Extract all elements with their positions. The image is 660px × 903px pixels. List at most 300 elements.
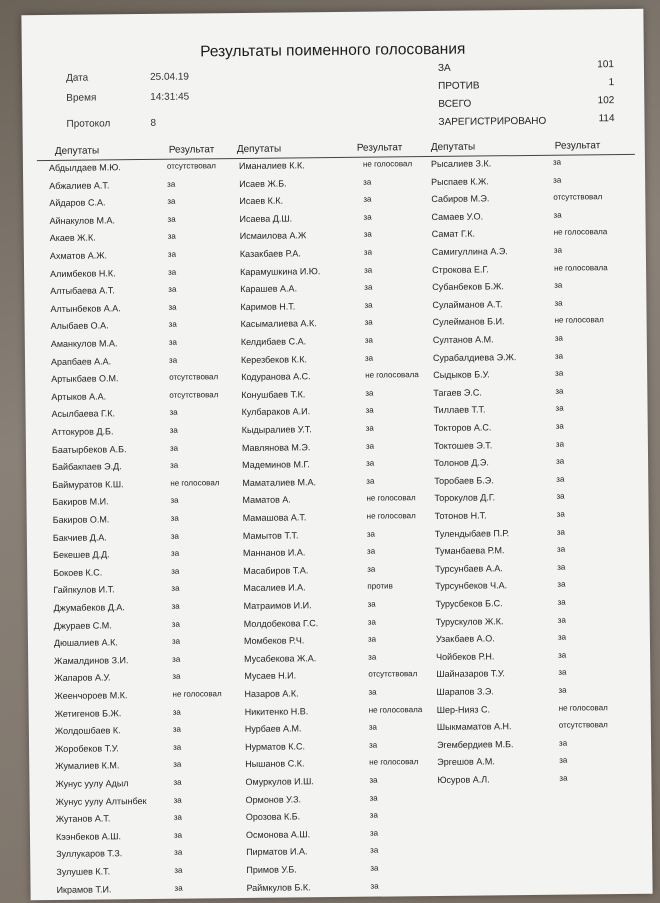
table-row bbox=[240, 282, 432, 298]
vote-result: против bbox=[367, 581, 393, 592]
vote-result: за bbox=[556, 474, 565, 484]
time-label: Время bbox=[66, 92, 97, 104]
deputy-name: Турусбеков Б.С. bbox=[435, 598, 503, 609]
vote-result: за bbox=[370, 881, 379, 891]
deputy-name: Бакиров М.И. bbox=[52, 496, 109, 508]
protocol-label: Протокол bbox=[66, 118, 111, 130]
table-row bbox=[50, 302, 240, 318]
vote-result: за bbox=[363, 247, 373, 257]
table-row bbox=[52, 407, 242, 423]
deputy-name: Зуллукаров Т.З. bbox=[56, 848, 123, 860]
deputy-name: Акаев Ж.К. bbox=[49, 232, 96, 244]
vote-result: за bbox=[368, 652, 377, 662]
deputy-name: Сыдыков Б.У. bbox=[433, 369, 490, 381]
vote-result: отсутствовал bbox=[558, 720, 608, 730]
deputy-name: Туманбаева Р.М. bbox=[434, 545, 505, 557]
vote-result: за bbox=[169, 408, 178, 418]
deputy-name: Момбеков Р.Ч. bbox=[243, 635, 305, 647]
vote-result: за bbox=[167, 214, 176, 224]
vote-result: за bbox=[171, 566, 180, 576]
table-row bbox=[435, 509, 645, 525]
vote-result: за bbox=[556, 509, 565, 519]
deputy-name: Мамытов Т.Т. bbox=[242, 530, 299, 541]
deputy-name: Рысалиев З.К. bbox=[430, 158, 492, 169]
deputy-name: Касымалиева А.К. bbox=[240, 318, 317, 330]
table-row bbox=[434, 421, 644, 437]
header-deputies-1: Депутаты bbox=[54, 145, 100, 157]
header-deputies-3: Депутаты bbox=[430, 141, 476, 154]
table-row bbox=[437, 702, 647, 718]
vote-result: за bbox=[364, 300, 373, 310]
deputy-name: Субанбеков Б.Ж. bbox=[432, 281, 504, 293]
vote-result: за bbox=[556, 492, 565, 502]
deputy-name: Жунус уулу Адыл bbox=[55, 778, 129, 789]
protiv-value: 1 bbox=[608, 77, 615, 89]
table-row bbox=[432, 227, 642, 243]
deputy-name: Тиллаев Т.Т. bbox=[433, 404, 486, 416]
table-row bbox=[50, 231, 240, 247]
vote-result: не голосовала bbox=[368, 704, 423, 715]
table-row bbox=[53, 513, 243, 529]
vote-result: за bbox=[556, 456, 565, 466]
deputy-name: Тотонов Н.Т. bbox=[434, 510, 487, 521]
vote-result: за bbox=[556, 527, 565, 537]
table-row bbox=[246, 863, 438, 879]
deputy-name: Нурматов К.С. bbox=[245, 741, 306, 752]
deputy-name: Строкова Е.Г. bbox=[432, 263, 489, 275]
deputy-name: Мусаев Н.И. bbox=[244, 670, 297, 682]
table-row bbox=[435, 579, 645, 595]
table-row bbox=[53, 548, 243, 564]
registered-value: 114 bbox=[598, 113, 615, 125]
table-row bbox=[240, 300, 432, 316]
vote-result: за bbox=[556, 544, 566, 554]
table-row bbox=[431, 157, 641, 173]
vote-result: не голосовал bbox=[170, 478, 220, 488]
vote-result: за bbox=[172, 724, 182, 734]
deputy-name: Кулбараков А.И. bbox=[241, 406, 311, 418]
deputy-name: Сулейманов Б.И. bbox=[432, 316, 505, 328]
header-result-3: Результат bbox=[554, 140, 601, 152]
vote-result: за bbox=[555, 404, 564, 414]
table-row bbox=[246, 828, 438, 844]
deputy-name: Примов У.Б. bbox=[246, 864, 297, 875]
vote-result: за bbox=[558, 650, 567, 660]
vote-result: за bbox=[368, 740, 378, 750]
deputy-name: Толонов Д.Э. bbox=[434, 457, 489, 469]
vote-result: отсутствовал bbox=[553, 192, 603, 202]
vote-result: не голосовал bbox=[366, 511, 416, 521]
vote-result: за bbox=[173, 742, 182, 752]
table-row bbox=[433, 333, 643, 349]
table-row bbox=[432, 245, 642, 261]
table-row bbox=[436, 667, 646, 683]
deputy-name: Бекешев Д.Д. bbox=[52, 549, 110, 561]
deputy-name: Каримов Н.Т. bbox=[240, 301, 296, 312]
header-deputies-2: Депутаты bbox=[236, 143, 282, 156]
table-row bbox=[244, 652, 436, 668]
table-row bbox=[246, 810, 438, 826]
vote-result: за bbox=[170, 496, 179, 506]
deputy-name: Пирматов И.А. bbox=[246, 846, 308, 858]
table-row bbox=[55, 707, 245, 723]
table-row bbox=[239, 159, 431, 175]
vote-result: за bbox=[173, 795, 182, 805]
deputy-name: Алыбаев О.А. bbox=[50, 320, 109, 332]
deputy-name: Самат Г.К. bbox=[431, 228, 476, 240]
deputy-name: Жоробеков Т.У. bbox=[55, 743, 119, 754]
table-row bbox=[54, 601, 244, 617]
registered-label: ЗАРЕГИСТРИРОВАНО bbox=[438, 115, 547, 128]
vote-result: за bbox=[169, 443, 179, 453]
deputy-name: Осмонова А.Ш. bbox=[245, 829, 311, 840]
vote-result: отсутствовал bbox=[166, 161, 217, 171]
table-row bbox=[246, 793, 438, 809]
page-title: Результаты поименного голосования bbox=[200, 40, 466, 61]
deputy-name: Эргешов А.М. bbox=[437, 756, 495, 768]
table-row bbox=[437, 755, 647, 771]
table-row bbox=[242, 441, 434, 457]
deputy-name: Конушбаев Т.К. bbox=[241, 389, 306, 400]
table-row bbox=[242, 405, 434, 421]
time-value: 14:31:45 bbox=[150, 91, 190, 103]
vote-result: за bbox=[554, 298, 563, 308]
deputy-name: Жеенчороев М.К. bbox=[54, 690, 128, 701]
table-row bbox=[50, 249, 240, 265]
vote-result: за bbox=[364, 282, 373, 292]
table-row bbox=[51, 319, 241, 335]
vote-result: за bbox=[366, 546, 376, 556]
vote-result: за bbox=[367, 599, 376, 609]
vote-result: не голосовал bbox=[172, 689, 222, 699]
table-row bbox=[55, 724, 245, 740]
date-label: Дата bbox=[65, 72, 89, 84]
vote-result: за bbox=[368, 722, 378, 732]
vote-result: за bbox=[367, 564, 376, 574]
deputy-name: Карашев А.А. bbox=[240, 283, 298, 295]
table-row bbox=[432, 262, 642, 278]
protocol-sheet bbox=[21, 9, 652, 900]
vote-result: за bbox=[366, 476, 375, 486]
deputy-name: Торобаев Б.Э. bbox=[434, 475, 494, 486]
deputy-name: Шайназаров Т.У. bbox=[436, 668, 505, 680]
deputy-name: Сурабалдиева Э.Ж. bbox=[432, 351, 517, 363]
table-row bbox=[50, 284, 240, 300]
deputy-name: Сулайманов А.Т. bbox=[432, 299, 503, 310]
deputy-name: Турсунбаев А.А. bbox=[435, 563, 503, 574]
table-row bbox=[51, 390, 241, 406]
table-row bbox=[243, 529, 435, 545]
table-row bbox=[54, 654, 244, 670]
vote-result: не голосовала bbox=[554, 262, 608, 273]
vote-result: за bbox=[557, 632, 567, 642]
vote-result: за bbox=[364, 353, 374, 363]
table-row bbox=[56, 830, 246, 846]
deputy-name: Султанов А.М. bbox=[432, 334, 494, 345]
deputy-name: Арапбаев А.А. bbox=[50, 355, 112, 367]
table-row bbox=[56, 865, 246, 881]
deputy-name: Аманкулов М.А. bbox=[50, 338, 118, 349]
deputy-name: Токтошев Э.Т. bbox=[433, 439, 493, 451]
deputy-name: Турсунбеков Ч.А. bbox=[435, 580, 508, 592]
table-row bbox=[245, 740, 437, 756]
vote-result: отсутствовал bbox=[169, 372, 219, 382]
vote-result: не голосовала bbox=[553, 227, 608, 238]
deputy-name: Жапаров А.У. bbox=[54, 672, 111, 684]
table-row bbox=[244, 617, 436, 633]
table-row bbox=[431, 174, 641, 190]
deputy-name: Маматалиев М.А. bbox=[242, 477, 317, 488]
vote-result: за bbox=[168, 355, 178, 365]
deputy-name: Узакбаев А.О. bbox=[435, 633, 495, 645]
deputy-name: Карамушкина И.Ю. bbox=[240, 265, 321, 277]
deputy-name: Маннанов И.А. bbox=[242, 547, 306, 559]
deputy-name: Кээнбеков А.Ш. bbox=[55, 831, 122, 842]
vote-result: не голосовал bbox=[369, 757, 419, 768]
vote-result: не голосовал bbox=[366, 493, 416, 504]
vote-result: за bbox=[367, 634, 377, 644]
vote-result: за bbox=[369, 793, 378, 803]
deputy-name: Молдобекова Г.С. bbox=[243, 617, 319, 629]
deputy-name: Зулушев К.Т. bbox=[56, 866, 111, 877]
deputy-name: Жунус уулу Алтынбек bbox=[55, 795, 147, 807]
vote-result: за bbox=[167, 232, 176, 242]
table-row bbox=[241, 388, 433, 404]
vote-result: за bbox=[170, 548, 180, 558]
vote-result: за bbox=[364, 265, 373, 275]
protocol-value: 8 bbox=[150, 117, 157, 129]
table-row bbox=[437, 773, 647, 789]
vote-result: за bbox=[554, 280, 563, 290]
table-row bbox=[242, 458, 434, 474]
vote-result: за bbox=[555, 439, 565, 449]
vote-result: за bbox=[168, 267, 177, 277]
deputy-name: Баатырбеков А.Б. bbox=[51, 443, 127, 455]
deputy-name: Баймуратов К.Ш. bbox=[52, 479, 124, 490]
vote-result: за bbox=[167, 179, 176, 189]
vote-result: за bbox=[173, 812, 182, 822]
vote-result: за bbox=[364, 335, 373, 345]
deputy-name: Рыспаев К.Ж. bbox=[431, 175, 489, 187]
deputy-name: Жолдошбаев К. bbox=[54, 725, 121, 737]
table-row bbox=[54, 619, 244, 635]
table-row bbox=[54, 636, 244, 652]
vote-result: за bbox=[364, 318, 373, 328]
vote-result: не голосовал bbox=[558, 702, 608, 713]
table-row bbox=[243, 564, 435, 580]
deputy-name: Матраимов И.И. bbox=[243, 600, 312, 611]
table-row bbox=[433, 315, 643, 331]
deputy-name: Раймкулов Б.К. bbox=[246, 881, 311, 893]
table-row bbox=[437, 720, 647, 736]
vote-result: за bbox=[370, 845, 379, 856]
vote-result: за bbox=[170, 513, 179, 523]
deputy-name: Казакбаев Р.А. bbox=[239, 248, 301, 260]
vote-result: за bbox=[173, 777, 182, 787]
deputy-name: Эгембердиев М.Б. bbox=[436, 738, 514, 750]
table-row bbox=[52, 443, 242, 459]
deputy-name: Артыкбаев О.М. bbox=[51, 373, 119, 385]
table-row bbox=[53, 583, 243, 599]
vote-result: отсутствовал bbox=[169, 390, 219, 400]
table-row bbox=[434, 438, 644, 454]
vote-result: за bbox=[365, 406, 374, 416]
vote-result: за bbox=[363, 212, 372, 222]
deputy-name: Исмаилова А.Ж bbox=[239, 230, 307, 242]
table-row bbox=[239, 194, 431, 210]
table-row bbox=[50, 267, 240, 283]
vote-result: за bbox=[174, 865, 183, 875]
table-row bbox=[52, 495, 242, 511]
deputy-name: Дюшалиев А.К. bbox=[53, 637, 118, 649]
table-row bbox=[240, 265, 432, 281]
deputy-name: Мамашова А.Т. bbox=[242, 512, 307, 523]
table-row bbox=[243, 546, 435, 562]
deputy-name: Керезбеков К.К. bbox=[240, 353, 308, 365]
deputy-name: Исаев К.К. bbox=[239, 195, 284, 207]
vote-result: за bbox=[555, 368, 564, 378]
vote-result: за bbox=[168, 320, 177, 330]
deputy-name: Мусабекова Ж.А. bbox=[244, 653, 317, 664]
table-row bbox=[242, 423, 434, 439]
vote-result: за bbox=[553, 245, 563, 255]
vote-result: за bbox=[363, 230, 372, 240]
vote-result: за bbox=[369, 810, 378, 820]
table-row bbox=[53, 566, 243, 582]
table-row bbox=[241, 335, 433, 351]
table-row bbox=[244, 599, 436, 615]
table-row bbox=[49, 161, 239, 177]
za-label: ЗА bbox=[437, 62, 451, 74]
vote-result: за bbox=[173, 760, 182, 770]
table-row bbox=[51, 372, 241, 388]
deputy-name: Жамалдинов З.И. bbox=[54, 654, 129, 666]
vote-result: за bbox=[367, 617, 376, 627]
vote-result: за bbox=[555, 386, 564, 396]
deputies-column-3 bbox=[430, 157, 641, 785]
deputy-name: Масалиев И.А. bbox=[243, 582, 306, 594]
table-row bbox=[241, 353, 433, 369]
vote-result: за bbox=[558, 685, 567, 695]
deputy-name: Омуркулов И.Ш. bbox=[245, 776, 314, 787]
vote-result: за bbox=[365, 423, 374, 433]
table-row bbox=[55, 742, 245, 758]
vote-result: за bbox=[366, 458, 375, 468]
deputy-name: Токторов А.С. bbox=[433, 422, 492, 433]
vote-result: за bbox=[172, 672, 181, 682]
deputy-name: Ормонов У.З. bbox=[245, 793, 302, 805]
vote-result: не голосовал bbox=[554, 315, 604, 326]
table-row bbox=[51, 337, 241, 353]
vote-result: за bbox=[171, 636, 181, 646]
deputy-name: Исаева Д.Ш. bbox=[239, 213, 293, 224]
vote-result: за bbox=[168, 337, 177, 347]
deputy-name: Нышанов С.К. bbox=[245, 758, 305, 770]
table-row bbox=[241, 370, 433, 386]
deputies-column-2 bbox=[238, 159, 431, 893]
deputy-name: Бакчиев Д.А. bbox=[52, 532, 107, 543]
vote-result: за bbox=[365, 441, 375, 451]
vote-result: за bbox=[172, 707, 181, 717]
deputy-name: Никитенко Н.В. bbox=[244, 705, 309, 717]
deputy-name: Кодуранова А.С. bbox=[241, 371, 311, 383]
deputy-name: Алтынбеков А.А. bbox=[50, 303, 121, 314]
vote-result: за bbox=[369, 828, 379, 838]
deputy-name: Жетигенов Б.Ж. bbox=[54, 707, 122, 719]
table-row bbox=[437, 738, 647, 754]
deputy-name: Байбакпаев Э.Д. bbox=[52, 461, 122, 473]
vote-result: за bbox=[559, 773, 568, 783]
vote-result: за bbox=[167, 249, 177, 259]
table-row bbox=[242, 493, 434, 509]
deputy-name: Алтыбаева А.Т. bbox=[50, 285, 115, 297]
header-result-1: Результат bbox=[168, 144, 215, 156]
za-value: 101 bbox=[597, 59, 614, 71]
vote-result: за bbox=[172, 654, 181, 664]
deputy-name: Мадеминов М.Г. bbox=[242, 459, 310, 471]
deputy-name: Орозова К.Б. bbox=[245, 811, 301, 823]
vote-result: за bbox=[370, 863, 379, 873]
deputy-name: Шарапов З.Э. bbox=[436, 686, 494, 697]
table-row bbox=[434, 474, 644, 490]
deputy-name: Келдибаев С.А. bbox=[240, 336, 307, 348]
table-row bbox=[53, 531, 243, 547]
deputy-name: Бокоев К.С. bbox=[53, 567, 103, 578]
vote-result: за bbox=[366, 529, 376, 539]
table-row bbox=[245, 757, 437, 773]
vote-result: за bbox=[168, 284, 177, 294]
vote-result: за bbox=[174, 848, 183, 858]
table-row bbox=[243, 511, 435, 527]
protiv-label: ПРОТИВ bbox=[438, 80, 480, 92]
header-result-2: Результат bbox=[356, 142, 403, 154]
deputy-name: Икрамов Т.И. bbox=[56, 883, 112, 895]
vote-result: за bbox=[554, 351, 564, 361]
table-row bbox=[245, 775, 437, 791]
deputy-name: Асылбаева Г.К. bbox=[51, 408, 116, 420]
deputy-name: Айнакулов М.А. bbox=[49, 215, 116, 226]
deputy-name: Гайпкулов И.Т. bbox=[53, 584, 115, 596]
vote-result: за bbox=[553, 210, 562, 220]
table-row bbox=[56, 847, 246, 863]
table-row bbox=[434, 456, 644, 472]
vsego-value: 102 bbox=[597, 95, 615, 107]
vote-result: за bbox=[363, 194, 372, 204]
table-row bbox=[433, 386, 643, 402]
vote-result: за bbox=[168, 302, 177, 312]
vote-result: за bbox=[173, 830, 183, 840]
table-row bbox=[433, 403, 643, 419]
deputy-name: Исаев Ж.Б. bbox=[239, 178, 287, 189]
vote-result: за bbox=[365, 388, 374, 398]
table-row bbox=[55, 777, 245, 793]
table-row bbox=[435, 562, 645, 578]
deputy-name: Жутанов А.Т. bbox=[55, 813, 111, 825]
table-row bbox=[52, 460, 242, 476]
deputy-name: Джураев С.М. bbox=[53, 619, 112, 631]
table-row bbox=[54, 689, 244, 705]
table-row bbox=[432, 298, 642, 314]
table-row bbox=[239, 177, 431, 193]
vote-result: за bbox=[170, 531, 180, 541]
deputy-name: Тулендыбаев П.Р. bbox=[434, 527, 510, 539]
deputy-name: Назаров А.К. bbox=[244, 688, 299, 699]
table-row bbox=[240, 229, 432, 245]
vote-result: за bbox=[558, 738, 568, 748]
vote-result: за bbox=[170, 460, 179, 470]
vote-result: за bbox=[368, 687, 377, 697]
table-row bbox=[246, 881, 438, 897]
